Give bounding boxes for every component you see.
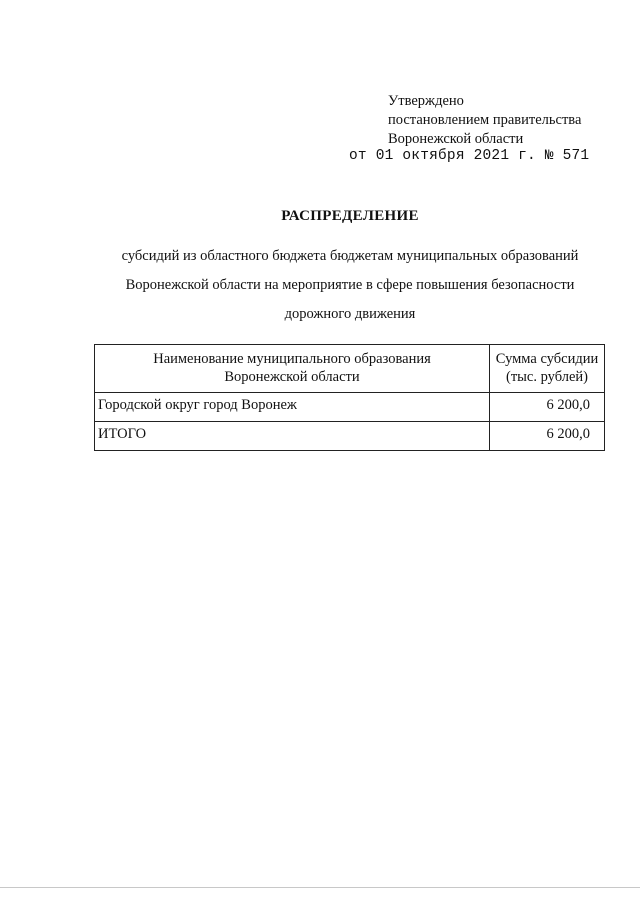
subtitle-line: субсидий из областного бюджета бюджетам муниципальных образований bbox=[121, 248, 579, 264]
header-municipality-line1: Наименование муниципального образования bbox=[153, 351, 431, 367]
header-municipality-line2: Воронежской области bbox=[224, 369, 360, 385]
header-municipality bbox=[95, 345, 490, 393]
table-row bbox=[95, 393, 605, 422]
total-label: ИТОГО bbox=[95, 422, 490, 451]
approval-line-region: Воронежской области bbox=[388, 131, 524, 147]
table-row-total bbox=[95, 422, 605, 451]
document-subtitle bbox=[100, 242, 600, 329]
approval-line-resolution: постановлением правительства bbox=[388, 112, 582, 128]
document-title: РАСПРЕДЕЛЕНИЕ bbox=[281, 208, 419, 224]
row-municipality-name: Городской округ город Воронеж bbox=[95, 393, 490, 422]
subsidy-table bbox=[94, 344, 605, 451]
total-amount: 6 200,0 bbox=[490, 422, 605, 451]
header-amount-line2: (тыс. рублей) bbox=[506, 369, 588, 385]
header-amount bbox=[490, 345, 605, 393]
row-amount: 6 200,0 bbox=[490, 393, 605, 422]
subtitle-line: дорожного движения bbox=[284, 306, 416, 322]
approval-line-approved: Утверждено bbox=[388, 93, 464, 109]
page-bottom-divider bbox=[0, 887, 640, 888]
table-header-row bbox=[95, 345, 605, 393]
resolution-date-number: от 01 октября 2021 г. № 571 bbox=[349, 148, 590, 164]
header-amount-line1: Сумма субсидии bbox=[495, 351, 599, 367]
approval-block bbox=[388, 92, 581, 149]
subtitle-line: Воронежской области на мероприятие в сфере повышения безопасности bbox=[125, 277, 575, 293]
